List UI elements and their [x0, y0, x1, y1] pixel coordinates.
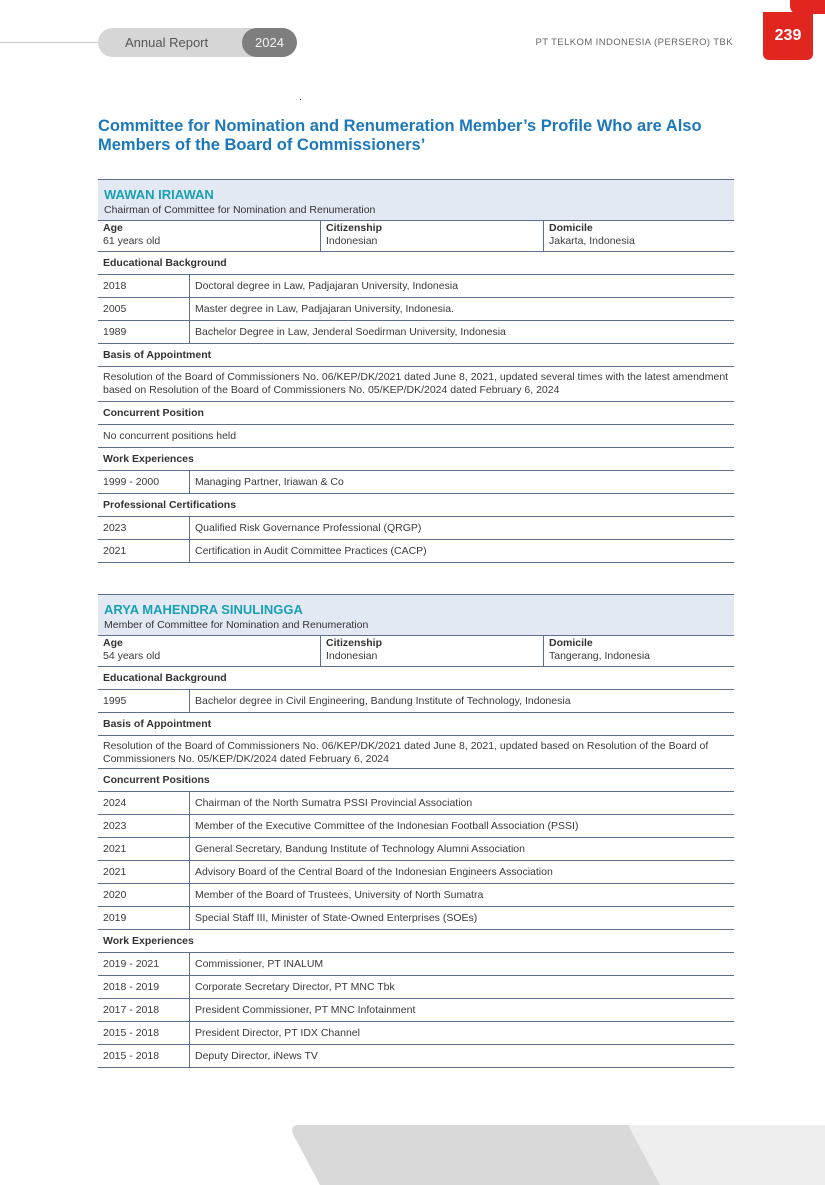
annual-report-label: Annual Report: [98, 28, 266, 57]
appointment-text: Resolution of the Board of Commissioners No. 06/KEP/DK/2021 dated June 8, 2021, updated several times with the latest amendment based on Resolution of the Board of Commissioners No. 05/KEP/DK/2024 dated February 6, 2024: [98, 367, 734, 402]
table-row: 2017 - 2018 President Commissioner, PT MNC Infotainment: [98, 999, 734, 1022]
stray-dot: [300, 99, 301, 100]
page-number: 239: [763, 12, 813, 60]
section-education: Educational Background: [98, 667, 734, 690]
member-role: Chairman of Committee for Nomination and Renumeration: [104, 204, 376, 216]
section-appointment: Basis of Appointment: [98, 344, 734, 367]
table-row: 2021 Advisory Board of the Central Board of the Indonesian Engineers Association: [98, 861, 734, 884]
table-row: 2019 - 2021 Commissioner, PT INALUM: [98, 953, 734, 976]
table-row: 2015 - 2018 President Director, PT IDX Channel: [98, 1022, 734, 1045]
section-concurrent: Concurrent Positions: [98, 769, 734, 792]
table-row: 2020 Member of the Board of Trustees, University of North Sumatra: [98, 884, 734, 907]
profile-header: [98, 179, 734, 220]
company-name: PT TELKOM INDONESIA (PERSERO) TBK: [535, 37, 733, 48]
table-row: 2021 General Secretary, Bandung Institute of Technology Alumni Association: [98, 838, 734, 861]
table-row: 1995 Bachelor degree in Civil Engineering, Bandung Institute of Technology, Indonesia: [98, 690, 734, 713]
table-row: 2018 Doctoral degree in Law, Padjajaran University, Indonesia: [98, 275, 734, 298]
table-row: 2018 - 2019 Corporate Secretary Director, PT MNC Tbk: [98, 976, 734, 999]
citizenship-cell: Citizenship Indonesian: [320, 221, 543, 251]
member-name: ARYA MAHENDRA SINULINGGA: [104, 602, 303, 617]
section-concurrent: Concurrent Position: [98, 402, 734, 425]
member-name: WAWAN IRIAWAN: [104, 187, 214, 202]
domicile-cell: Domicile Jakarta, Indonesia: [543, 221, 734, 251]
domicile-cell: Domicile Tangerang, Indonesia: [543, 636, 734, 666]
profile-card-1: [98, 179, 734, 563]
section-work: Work Experiences: [98, 930, 734, 953]
table-row: 2024 Chairman of the North Sumatra PSSI Provincial Association: [98, 792, 734, 815]
table-row: 1999 - 2000 Managing Partner, Iriawan & Co: [98, 471, 734, 494]
table-row: 2005 Master degree in Law, Padjajaran University, Indonesia.: [98, 298, 734, 321]
table-row: 1989 Bachelor Degree in Law, Jenderal Soedirman University, Indonesia: [98, 321, 734, 344]
profile-meta: [98, 220, 734, 252]
member-role: Member of Committee for Nomination and Renumeration: [104, 619, 369, 631]
citizenship-cell: Citizenship Indonesian: [320, 636, 543, 666]
table-row: 2021 Certification in Audit Committee Practices (CACP): [98, 540, 734, 563]
concurrent-text: No concurrent positions held: [98, 425, 734, 448]
footer-decoration-light: [628, 1125, 825, 1185]
section-work: Work Experiences: [98, 448, 734, 471]
table-row: 2023 Qualified Risk Governance Professional (QRGP): [98, 517, 734, 540]
header-rule: [0, 42, 110, 43]
section-certifications: Professional Certifications: [98, 494, 734, 517]
table-row: 2019 Special Staff III, Minister of State-Owned Enterprises (SOEs): [98, 907, 734, 930]
profile-card-2: [98, 594, 734, 1068]
section-education: Educational Background: [98, 252, 734, 275]
report-year-badge: 2024: [242, 28, 297, 57]
profile-header: [98, 594, 734, 635]
page-title: Committee for Nomination and Renumeration Member’s Profile Who are Also Members of the Board of Commissioners’: [98, 117, 702, 154]
age-cell: Age 61 years old: [103, 222, 161, 247]
table-row: 2015 - 2018 Deputy Director, iNews TV: [98, 1045, 734, 1068]
age-cell: Age 54 years old: [103, 637, 161, 662]
table-row: 2023 Member of the Executive Committee of the Indonesian Football Association (PSSI): [98, 815, 734, 838]
section-appointment: Basis of Appointment: [98, 713, 734, 736]
appointment-text: Resolution of the Board of Commissioners No. 06/KEP/DK/2021 dated June 8, 2021, updated based on Resolution of the Board of Commissioners No. 05/KEP/DK/2024 dated February 6, 2024: [98, 736, 734, 769]
profile-meta: [98, 635, 734, 667]
